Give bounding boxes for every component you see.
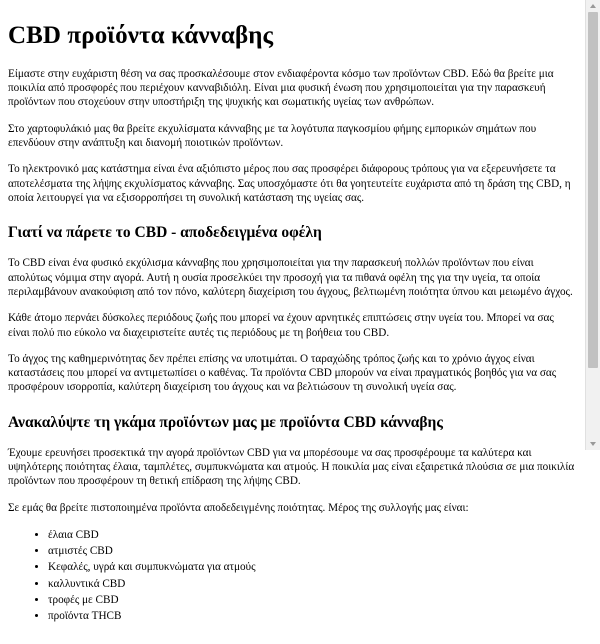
benefits-paragraph-2: Κάθε άτομο περνάει δύσκολες περιόδους ζωής που μπορεί να έχουν αρνητικές επιπτώσεις στην υγεία του. Μπορεί να σας είναι πολύ πιο εύκολο να διαχειριστείτε αυτές τις περιόδους με τη βοήθεια του CBD. [8,312,554,339]
list-item: • προϊόντα THCB [48,608,577,624]
range-paragraph-1: Έχουμε ερευνήσει προσεκτικά την αγορά προϊόντων CBD για να μπορέσουμε να σας προσφέρουμε τα καλύτερα και υψηλότερης ποιότητας έλαια, ταμπλέτες, συμπυκνώματα και ατμούς. Η ποικιλία μας είναι εξαιρετικά πλούσια σε μια ποικιλία προϊόντων που προσφέρουν τη θετική επίδραση της λήψης CBD. [8,446,575,488]
intro-paragraph-1: Είμαστε στην ευχάριστη θέση να σας προσκαλέσουμε στον ενδιαφέροντα κόσμο των προϊόντων CBD. Εδώ θα βρείτε μια ποικιλία από προσφορές που περιέχουν κανναβιδιόλη. Είναι μια φυσική ένωση που χρησιμοποιείται για την παρασκευή προϊόντων που στοχεύουν στην υποστήριξη της ψυχικής και σωματικής υγείας των ανθρώπων. [8,67,554,109]
intro-paragraph-3: Το ηλεκτρονικό μας κατάστημα είναι ένα αξιόπιστο μέρος που σας προσφέρει διάφορους τρόπους για να εξερευνήσετε τα αποτελέσματα της λήψης εκχυλίσματος κάνναβης. Σας υποσχόμαστε ότι θα γοητευτείτε ευχάριστα από τη δράση της CBD, η οποία λειτουργεί για να εξισορροπήσει τη συνολική κατάσταση της υγείας σας. [8,163,571,205]
intro-paragraph-2: Στο χαρτοφυλάκιό μας θα βρείτε εκχυλίσματα κάνναβης με τα λογότυπα παγκοσμίου φήμης εμπορικών σημάτων που επενδύουν στην ανάπτυξη και διανομή ποιοτικών προϊόντων. [8,122,537,150]
scrollbar-thumb[interactable] [588,12,598,368]
scrollbar-down-arrow-button[interactable] [586,438,600,450]
chevron-down-icon [590,442,596,446]
list-item: • τροφές με CBD [48,592,577,608]
list-item: • έλαια CBD [48,527,577,543]
benefits-paragraph-1: Το CBD είναι ένα φυσικό εκχύλισμα κάνναβης που χρησιμοποιείται για την παρασκευή πολλών προϊόντων που είναι απολύτως νόμιμα στην αγορά. Αυτή η ουσία προσελκύει την προσοχή για τα πιθανά οφέλη της για την υγεία, τα οποία περιλαμβάνουν ανακούφιση από τον πόνο, καλύτερη διαχείριση του άγχους, βελτιωμένη ποιότητα ύπνου και μειωμένο άγχος. [8,257,573,298]
page-title: CBD προϊόντα κάνναβης [8,22,274,49]
product-list [8,527,577,624]
benefits-paragraph-3: Το άγχος της καθημερινότητας δεν πρέπει επίσης να υποτιμάται. Ο ταραχώδης τρόπος ζωής και το χρόνιο άγχος είναι καταστάσεις που μπορεί να αντιμετωπίσει ο καθένας. Τα προϊόντα CBD μπορούν να είναι πραγματικός βοηθός για να σας προσφέρουν ισορροπία, καλύτερη διαχείριση του άγχους και να βελτιώσουν τη συνολική υγεία σας. [8,352,557,394]
benefits-heading: Γιατί να πάρετε το CBD - αποδεδειγμένα οφέλη [8,224,322,242]
range-paragraph-2: Σε εμάς θα βρείτε πιστοποιημένα προϊόντα αποδεδειγμένης ποιότητας. Μέρος της συλλογής μας είναι: [8,501,469,514]
list-item: • Κεφαλές, υγρά και συμπυκνώματα για ατμούς [48,559,577,575]
list-item: • καλλυντικά CBD [48,576,577,592]
scrollbar-up-arrow-button[interactable] [586,0,600,12]
product-range-heading: Ανακαλύψτε τη γκάμα προϊόντων μας με προϊόντα CBD κάνναβης [8,413,443,431]
list-item: • ατμιστές CBD [48,543,577,559]
vertical-scrollbar[interactable] [585,0,600,450]
chevron-up-icon [590,4,596,8]
